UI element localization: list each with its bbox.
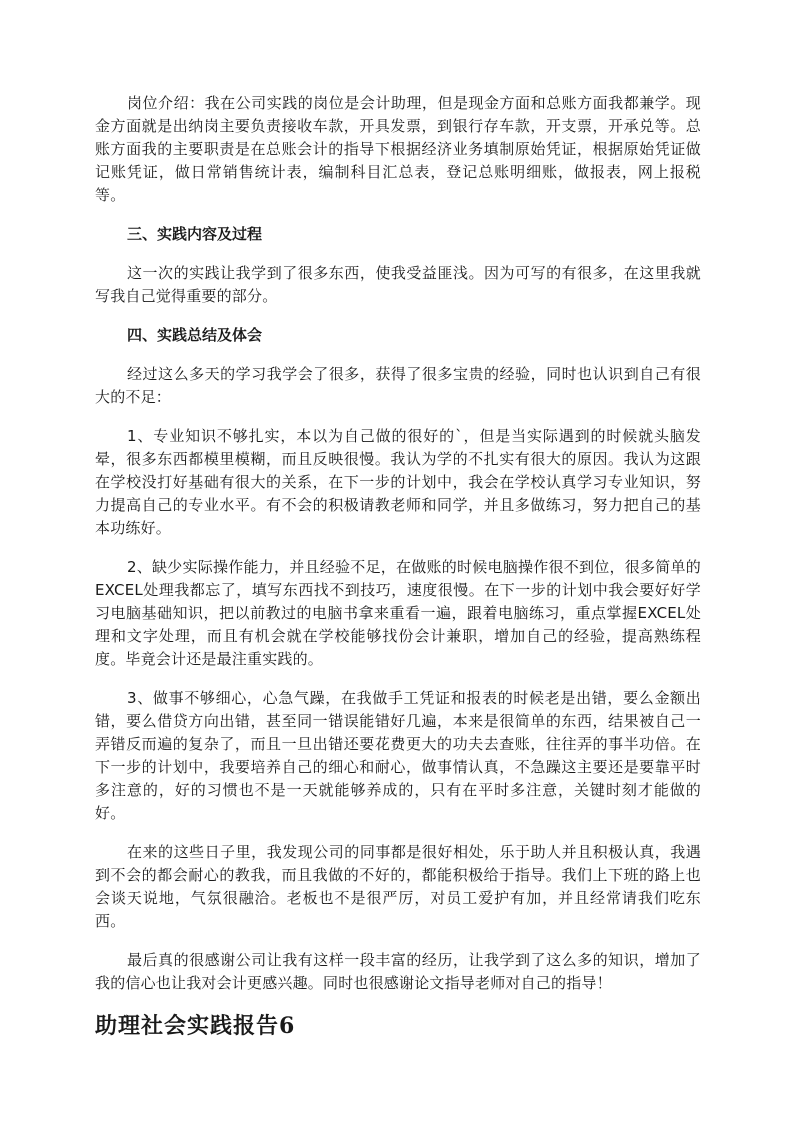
section-heading-summary: 四、实践总结及体会 <box>127 326 263 344</box>
paragraph-colleagues: 在来的这些日子里，我发现公司的同事都是很好相处，乐于助人并且积极认真，我遇到不会的都会耐心的教我，而且我做的不好的，都能积极给于指导。我们上下班的路上也会谈天说地，气氛很融洽。老板也不是很严厉，对员工爱护有加，并且经常请我们吃东西。 <box>95 843 701 930</box>
paragraph-point-3: 3、做事不够细心，心急气躁，在我做手工凭证和报表的时候老是出错，要么金额出错，要么借贷方向出错，甚至同一错误能错好几遍，本来是很简单的东西，结果被自己一弄错反而遍的复杂了，而且一旦出错还要花费更大的功夫去查账，往往弄的事半功倍。在下一步的计划中，我要培养自己的细心和耐心，做事情认真，不急躁这主要还是要靠平时多注意的，好的习惯也不是一天就能够养成的，只有在平时多注意，关键时刻才能做的好。 <box>95 689 701 822</box>
paragraph-point-1: 1、专业知识不够扎实，本以为自己做的很好的`，但是当实际遇到的时候就头脑发晕，很多东西都模里模糊，而且反映很慢。我认为学的不扎实有很大的原因。我认为这跟在学校没打好基础有很大的关系，在下一步的计划中，我会在学校认真学习专业知识，努力提高自己的专业水平。有不会的积极请教老师和同学，并且多做练习，努力把自己的基本功练好。 <box>95 427 701 537</box>
paragraph-job-intro: 岗位介绍：我在公司实践的岗位是会计助理，但是现金方面和总账方面我都兼学。现金方面就是出纳岗主要负责接收车款，开具发票，到银行存车款，开支票，开承兑等。总账方面我的主要职责是在总账会计的指导下根据经济业务填制原始凭证，根据原始凭证做记账凭证，做日常销售统计表，编制科目汇总表，登记总账明细账，做报表，网上报税等。 <box>95 94 701 204</box>
paragraph-summary-intro: 经过这么多天的学习我学会了很多，获得了很多宝贵的经验，同时也认识到自己有很大的不足： <box>95 365 701 406</box>
report-title: 助理社会实践报告6 <box>95 1013 296 1039</box>
paragraph-content-intro: 这一次的实践让我学到了很多东西，使我受益匪浅。因为可写的有很多，在这里我就写我自己觉得重要的部分。 <box>95 264 701 305</box>
paragraph-thanks: 最后真的很感谢公司让我有这样一段丰富的经历，让我学到了这么多的知识，增加了我的信心也让我对会计更感兴趣。同时也很感谢论文指导老师对自己的指导！ <box>95 951 701 992</box>
paragraph-point-2: 2、缺少实际操作能力，并且经验不足，在做账的时候电脑操作很不到位，很多简单的EXCEL处理我都忘了，填写东西找不到技巧，速度很慢。在下一步的计划中我会要好好学习电脑基础知识，把以前教过的电脑书拿来重看一遍，跟着电脑练习，重点掌握EXCEL处理和文字处理，而且有机会就在学校能够找份会计兼职，增加自己的经验，提高熟练程度。毕竟会计还是最注重实践的。 <box>95 558 701 668</box>
document-page <box>95 92 701 1041</box>
section-heading-content: 三、实践内容及过程 <box>127 225 263 243</box>
